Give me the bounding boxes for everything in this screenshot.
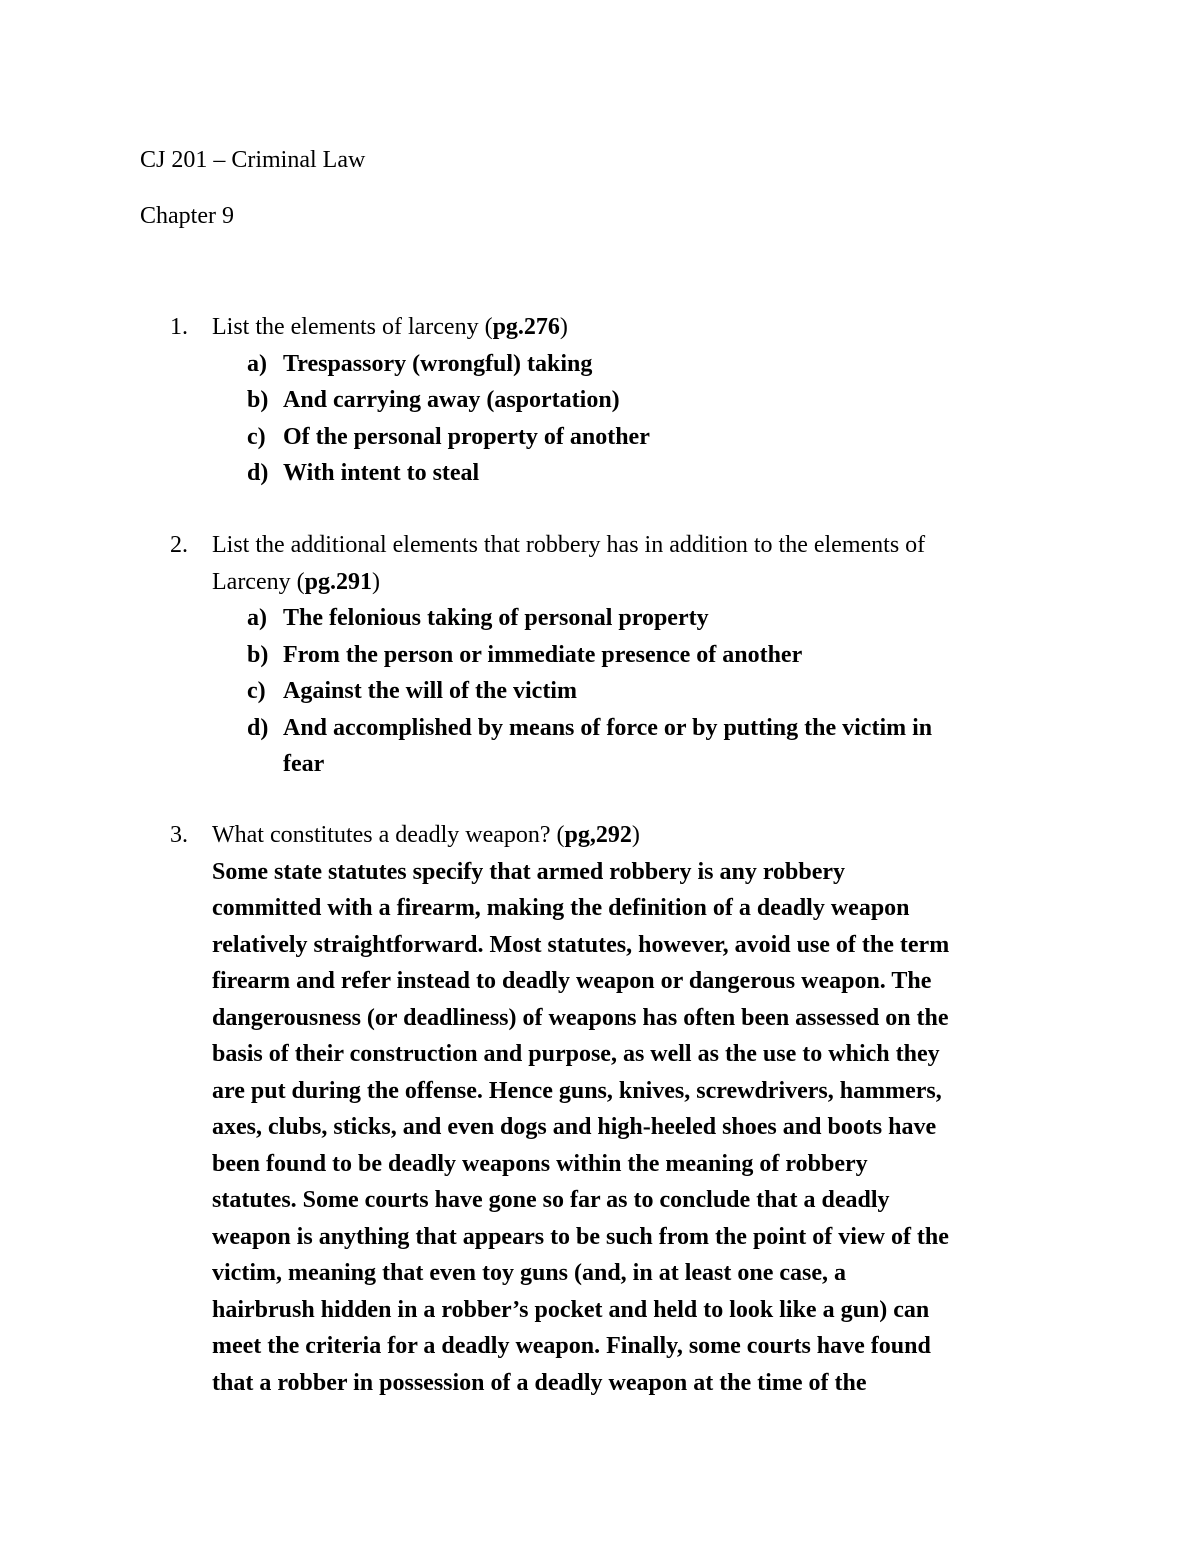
question-text: List the elements of larceny (pg.276) [212,314,568,340]
answer-paragraph [212,854,1062,1402]
answer-line: statutes. Some courts have gone so far as to conclude that a deadly [212,1187,890,1213]
answer-line: relatively straightforward. Most statutes, however, avoid use of the term [212,931,950,958]
page-reference: pg.276 [492,314,560,340]
question-number: 1. [170,314,188,340]
question-number: 3. [170,822,188,848]
list-item: d) And accomplished by means of force or by putting the victim in fear [247,714,933,777]
answer-line: committed with a firearm, making the definition of a deadly weapon [212,895,910,921]
answer-line: are put during the offense. Hence guns, knives, screwdrivers, hammers, [212,1077,942,1104]
question-1 [170,309,1070,492]
chapter-heading: Chapter 9 [140,203,234,229]
list-item: c) Against the will of the victim [247,678,577,704]
answer-line: been found to be deadly weapons within the meaning of robbery [212,1150,868,1177]
list-item: b) From the person or immediate presence of another [247,641,803,668]
answer-line: meet the criteria for a deadly weapon. Finally, some courts have found [212,1333,931,1359]
list-item: a) Trespassory (wrongful) taking [247,350,593,377]
answer-line: dangerousness (or deadliness) of weapons has often been assessed on the [212,1004,949,1031]
list-item: c) Of the personal property of another [247,423,650,450]
page-reference: pg.291 [304,568,372,595]
answer-line: victim, meaning that even toy guns (and, in at least one case, a [212,1260,846,1286]
answer-line: hairbrush hidden in a robber’s pocket and held to look like a gun) can [212,1296,930,1323]
question-3 [170,817,1070,1401]
question-number: 2. [170,532,188,558]
list-item: b) And carrying away (asportation) [247,387,620,413]
answer-line: Some state statutes specify that armed robbery is any robbery [212,858,846,885]
answer-line: firearm and refer instead to deadly weapon or dangerous weapon. The [212,968,932,994]
answer-line: axes, clubs, sticks, and even dogs and high-heeled shoes and boots have [212,1114,937,1140]
question-text: List the additional elements that robbery has in addition to the elements of Larceny (pg.291) [212,532,926,595]
question-text: What constitutes a deadly weapon? (pg,292) [212,822,640,848]
answer-line: that a robber in possession of a deadly weapon at the time of the [212,1369,867,1396]
answer-line: basis of their construction and purpose, as well as the use to which they [212,1041,940,1067]
answer-line: weapon is anything that appears to be such from the point of view of the [212,1223,949,1250]
list-item: d) With intent to steal [247,460,480,486]
page-reference: pg,292 [564,822,632,848]
list-item: a) The felonious taking of personal property [247,605,709,631]
question-2 [170,527,1070,783]
course-title: CJ 201 – Criminal Law [140,147,366,173]
